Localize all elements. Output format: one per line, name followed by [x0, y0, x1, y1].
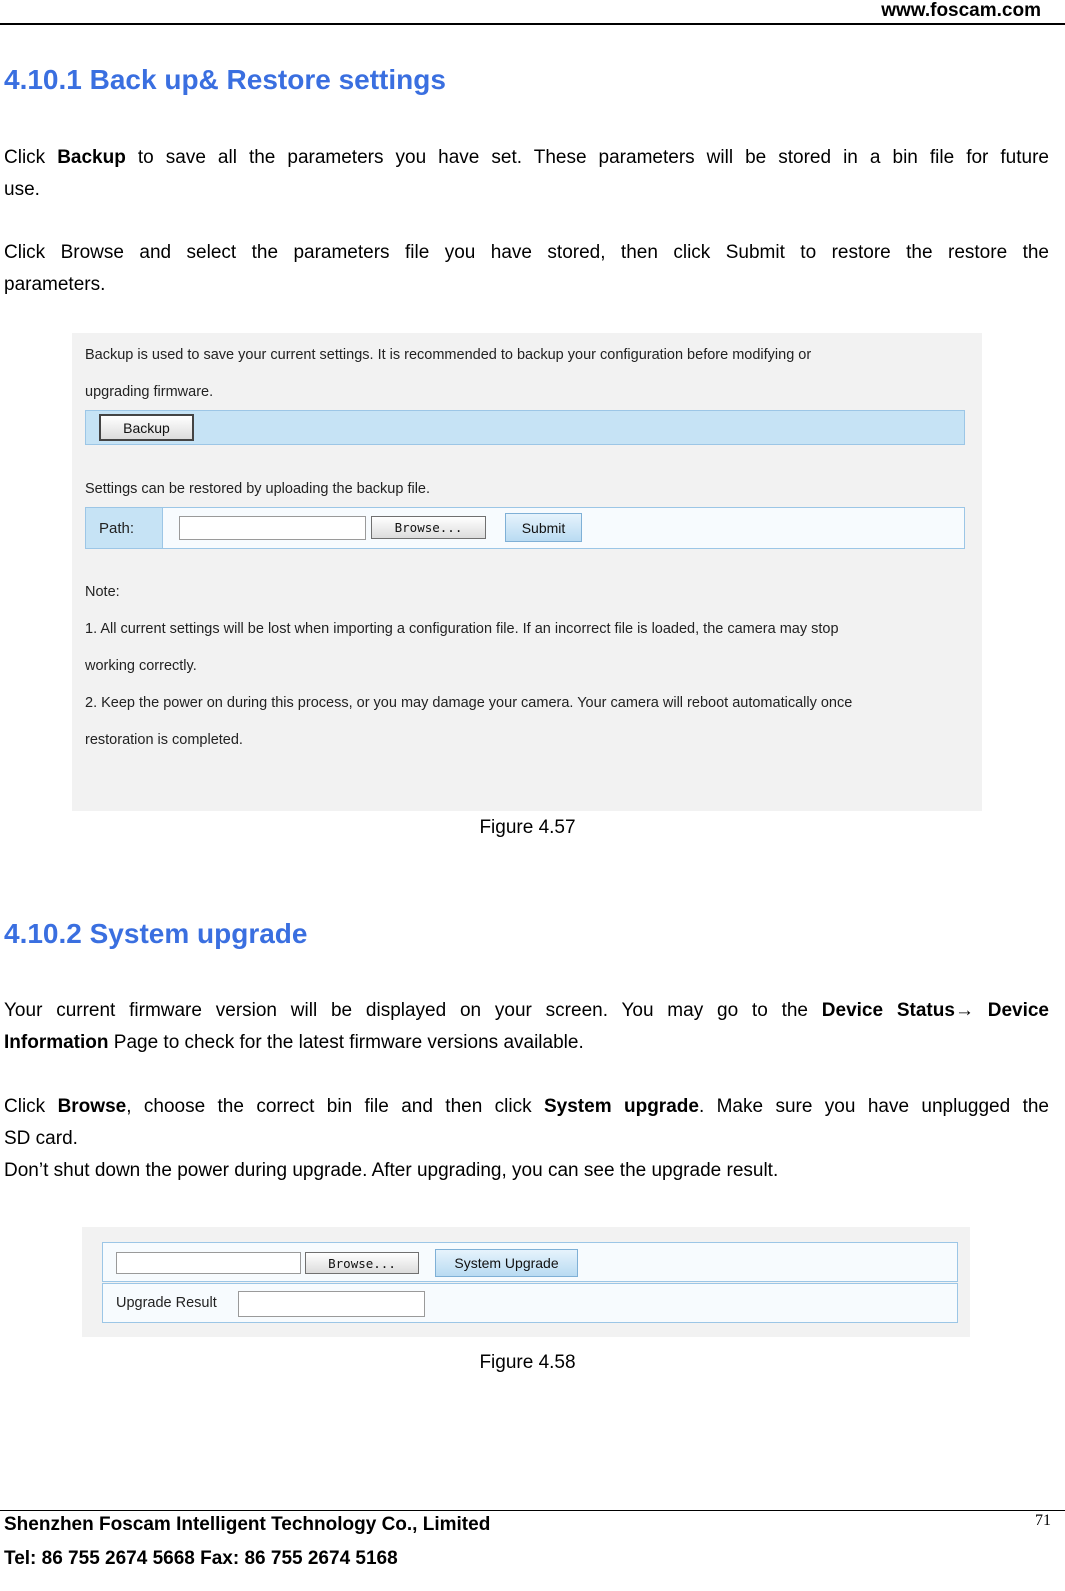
- paragraph-line: Don’t shut down the power during upgrade. After upgrading, you can see the upgrade result.: [4, 1160, 779, 1181]
- note-text: restoration is completed.: [85, 732, 243, 748]
- bold-text: System upgrade: [544, 1096, 699, 1117]
- text: , choose the correct bin file and then click: [126, 1096, 544, 1117]
- text: Page to check for the latest firmware versions available.: [108, 1032, 584, 1053]
- arrow-icon: →: [954, 1000, 974, 1021]
- note-text: 2. Keep the power on during this process, or you may damage your camera. Your camera will reboot automatically once: [85, 695, 853, 711]
- bold-text: Device: [973, 1000, 1050, 1021]
- paragraph-upgrade-steps: [4, 1091, 1049, 1187]
- upgrade-result-field: [238, 1291, 425, 1317]
- paragraph-line: parameters.: [4, 274, 106, 295]
- path-label: Path:: [86, 508, 163, 548]
- intro-text: upgrading firmware.: [85, 384, 214, 400]
- intro-text: Backup is used to save your current settings. It is recommended to backup your configuration before modifying or: [85, 347, 812, 363]
- paragraph-line: [4, 142, 1049, 174]
- section-title-system-upgrade: 4.10.2 System upgrade: [4, 918, 308, 949]
- bold-text: Backup: [57, 147, 126, 168]
- text: . Make sure you have unplugged the: [698, 1096, 1049, 1117]
- text: Click: [4, 1096, 58, 1117]
- header-url: www.foscam.com: [881, 0, 1041, 21]
- bold-text: Information: [4, 1032, 109, 1053]
- backup-bar: [85, 410, 965, 445]
- figure-system-upgrade: [82, 1227, 970, 1337]
- footer-company: Shenzhen Foscam Intelligent Technology Co., Limited: [4, 1514, 491, 1535]
- system-upgrade-button[interactable]: System Upgrade: [435, 1249, 578, 1277]
- upgrade-result-row: [102, 1283, 958, 1323]
- bold-text: Browse: [57, 1096, 127, 1117]
- paragraph-line: Click Browse and select the parameters file you have stored, then click Submit to restore the restore the: [4, 242, 1049, 263]
- paragraph-line: use.: [4, 179, 40, 200]
- paragraph-line: [4, 1027, 1049, 1059]
- footer-rule: [0, 1510, 1065, 1511]
- upgrade-result-label: Upgrade Result: [116, 1295, 217, 1311]
- upgrade-row: [102, 1242, 958, 1282]
- path-input[interactable]: [179, 516, 366, 540]
- paragraph-line: [4, 1091, 1049, 1123]
- header-rule: [0, 23, 1065, 25]
- figure-caption: Figure 4.58: [479, 1352, 576, 1373]
- note-text: 1. All current settings will be lost when importing a configuration file. If an incorrect file is loaded, the camera may stop: [85, 621, 839, 637]
- text: Click: [4, 147, 58, 168]
- firmware-file-input[interactable]: [116, 1252, 301, 1274]
- browse-button[interactable]: Browse...: [371, 516, 486, 539]
- submit-button[interactable]: Submit: [505, 513, 582, 542]
- restore-bar: [85, 507, 965, 549]
- bold-text: Device Status: [821, 1000, 955, 1021]
- footer-contact: Tel: 86 755 2674 5668 Fax: 86 755 2674 5168: [4, 1548, 398, 1569]
- browse-button[interactable]: Browse...: [305, 1252, 419, 1274]
- paragraph-line: [4, 995, 1049, 1027]
- paragraph-firmware-version: [4, 995, 1049, 1059]
- page-number: 71: [1035, 1512, 1051, 1529]
- paragraph-backup: [4, 142, 1049, 206]
- paragraph-restore: [4, 237, 1049, 301]
- backup-button[interactable]: Backup: [99, 414, 194, 441]
- figure-caption: Figure 4.57: [479, 817, 576, 838]
- text: to save all the parameters you have set. These parameters will be stored in a bin file for future: [125, 147, 1049, 168]
- text: Your current firmware version will be displayed on your screen. You may go to the: [4, 1000, 822, 1021]
- figure-backup-restore: [72, 333, 982, 811]
- restore-text: Settings can be restored by uploading the backup file.: [85, 481, 431, 497]
- note-text: working correctly.: [85, 658, 197, 674]
- paragraph-line: SD card.: [4, 1128, 78, 1149]
- note-title: Note:: [85, 584, 120, 600]
- section-title-backup-restore: 4.10.1 Back up& Restore settings: [4, 64, 446, 95]
